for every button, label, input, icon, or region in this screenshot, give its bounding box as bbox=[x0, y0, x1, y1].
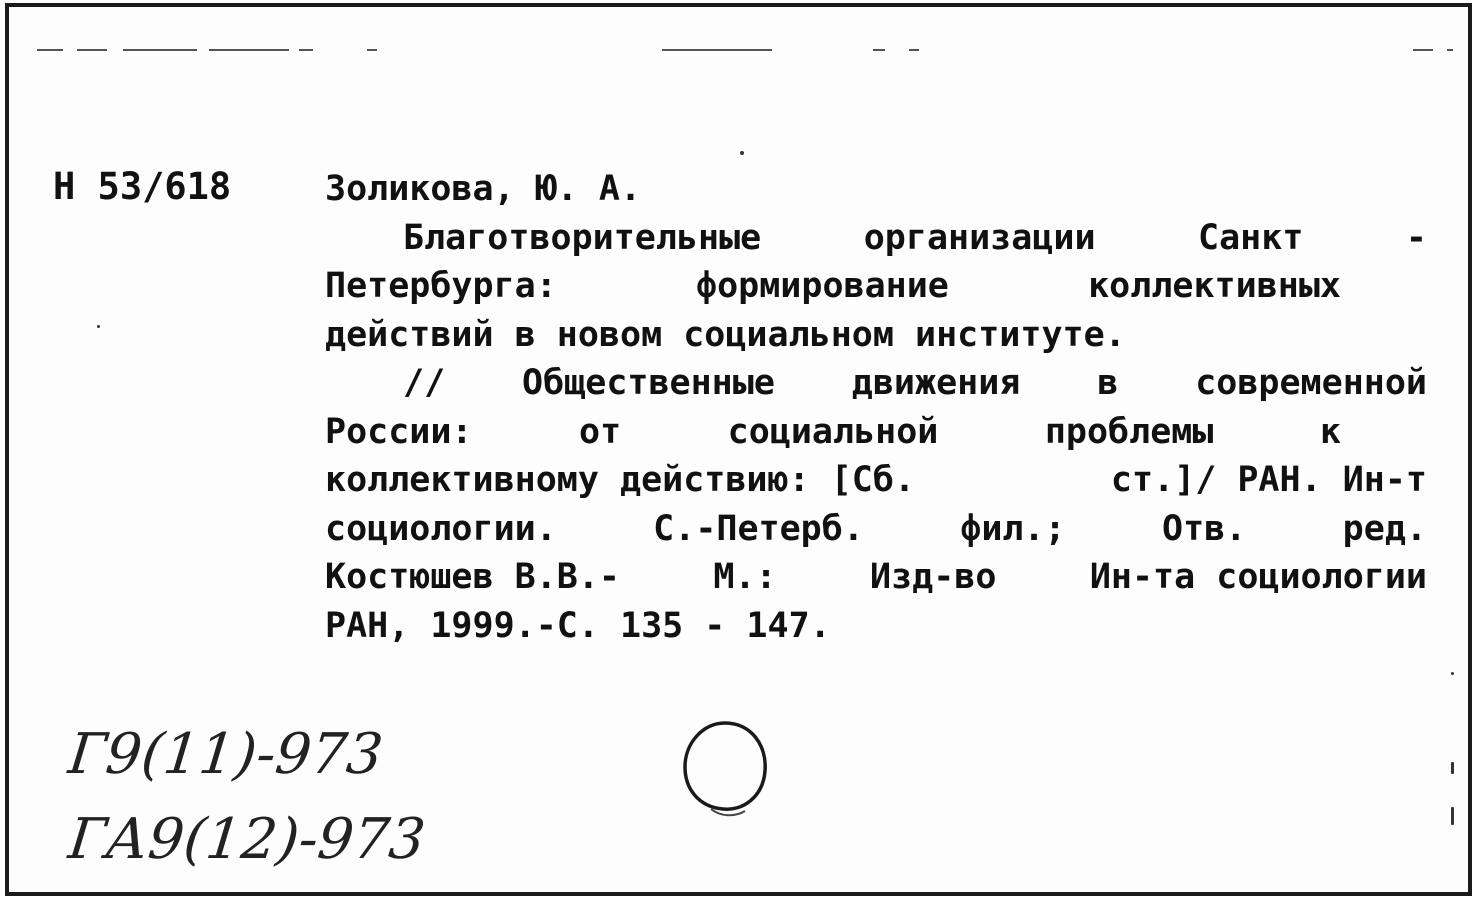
source-word: ред. bbox=[1342, 508, 1427, 549]
source-word: проблемы bbox=[1044, 411, 1214, 452]
title-line bbox=[325, 311, 1427, 360]
top-dashed-rule bbox=[37, 49, 1457, 51]
source-word: Ин-та социологии bbox=[1089, 557, 1427, 597]
title-word: коллективных bbox=[1088, 266, 1341, 306]
title-word: Благотворительные bbox=[403, 217, 762, 258]
source-line bbox=[325, 456, 1427, 505]
hand-drawn-circle bbox=[681, 719, 769, 817]
source-line bbox=[325, 359, 1427, 408]
source-word: Костюшев В.В.- bbox=[325, 557, 621, 597]
source-word: России: bbox=[325, 411, 473, 452]
ink-speck bbox=[1451, 807, 1454, 825]
source-line bbox=[325, 553, 1427, 602]
shelfmark: Н 53/618 bbox=[53, 165, 232, 208]
title-word: - bbox=[1405, 217, 1427, 258]
source-line bbox=[325, 408, 1427, 457]
catalog-card bbox=[5, 3, 1472, 896]
author-line bbox=[325, 165, 1427, 214]
source-line bbox=[325, 505, 1427, 554]
author: Золикова, Ю. А. bbox=[325, 169, 642, 209]
title-word: Петербурга: bbox=[325, 266, 557, 306]
title-line bbox=[325, 262, 1427, 311]
title-word: формирование bbox=[696, 266, 949, 306]
source-word: от bbox=[579, 411, 622, 452]
bibliographic-entry bbox=[325, 165, 1427, 650]
ink-speck bbox=[740, 151, 744, 155]
source-word: Изд-во bbox=[870, 557, 997, 597]
source-word: коллективному действию: [Сб. bbox=[325, 460, 916, 500]
source-word: движения bbox=[851, 363, 1021, 403]
source-word: современной bbox=[1195, 363, 1427, 403]
ink-speck bbox=[97, 325, 100, 328]
source-word: ст.]/ РАН. Ин-т bbox=[1110, 460, 1427, 500]
source-word: к bbox=[1319, 411, 1341, 452]
source-word: Общественные bbox=[522, 363, 775, 403]
title-word: организации bbox=[863, 217, 1096, 258]
handwritten-code-2: ГА9(12)-973 bbox=[65, 807, 429, 872]
source-word: Отв. bbox=[1162, 508, 1247, 549]
source-word: фил.; bbox=[960, 508, 1066, 549]
source-word: С.-Петерб. bbox=[653, 508, 864, 549]
source-word: РАН, 1999.-С. 135 - 147. bbox=[325, 605, 831, 646]
source-word: социальной bbox=[727, 411, 939, 452]
source-word: социологии. bbox=[325, 508, 557, 549]
source-word: // bbox=[403, 363, 446, 403]
ink-speck bbox=[1451, 672, 1454, 675]
source-line bbox=[325, 602, 1427, 651]
title-word: Санкт bbox=[1198, 217, 1304, 258]
title-line bbox=[325, 214, 1427, 263]
source-word: в bbox=[1097, 363, 1119, 403]
source-word: М.: bbox=[713, 557, 777, 597]
handwritten-code-1: Г9(11)-973 bbox=[65, 722, 386, 787]
title-word: действий в новом социальном институте. bbox=[325, 314, 1126, 355]
ink-speck bbox=[1451, 762, 1454, 774]
